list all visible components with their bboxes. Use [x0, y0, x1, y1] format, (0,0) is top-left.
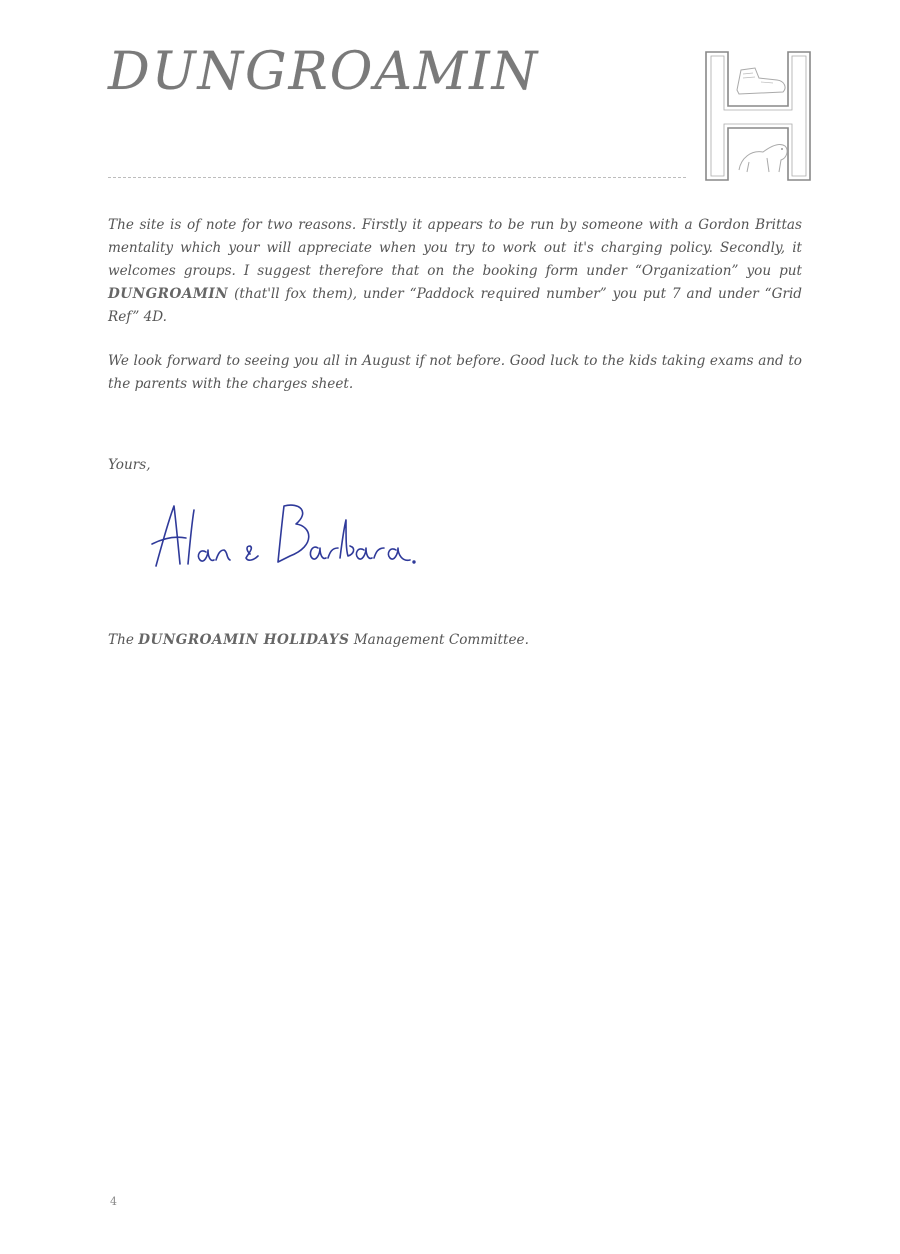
- committee-signoff: [108, 632, 529, 648]
- salutation: Yours,: [108, 457, 151, 473]
- brand-inline: DUNGROAMIN: [108, 286, 229, 302]
- page-number: 4: [110, 1195, 117, 1208]
- h-logo-with-boot-and-dog-icon: [703, 50, 813, 182]
- paddock-number: 7: [671, 286, 681, 302]
- paragraph-1-text-end: .: [162, 309, 167, 325]
- committee-suffix: Management Committee.: [349, 632, 529, 648]
- brand-title: DUNGROAMIN: [108, 42, 540, 102]
- paragraph-1-text-a: The site is of note for two reasons. Firstly it appears to be run by someone with a Gordon Brittas mentality which your will appreciate when you try to work out it's charging policy. Secondly, it welcomes groups. I suggest therefore that on the booking form under “Organization” you put: [108, 217, 802, 279]
- paragraph-2: We look forward to seeing you all in August if not before. Good luck to the kids taking exams and to the parents with the charges sheet.: [108, 353, 802, 392]
- letterhead-divider: [108, 177, 686, 178]
- handwritten-signature: [150, 492, 430, 582]
- letter-body: [108, 214, 802, 417]
- paragraph-1-text-c: and under “Grid Ref”: [108, 286, 802, 325]
- committee-brand: DUNGROAMIN HOLIDAYS: [138, 632, 350, 648]
- committee-prefix: The: [108, 632, 139, 648]
- paragraph-1: [108, 214, 802, 329]
- letterhead: [108, 38, 808, 188]
- paragraph-1-text-b: (that'll fox them), under “Paddock required number” you put: [228, 286, 672, 302]
- grid-ref: 4D: [143, 309, 163, 325]
